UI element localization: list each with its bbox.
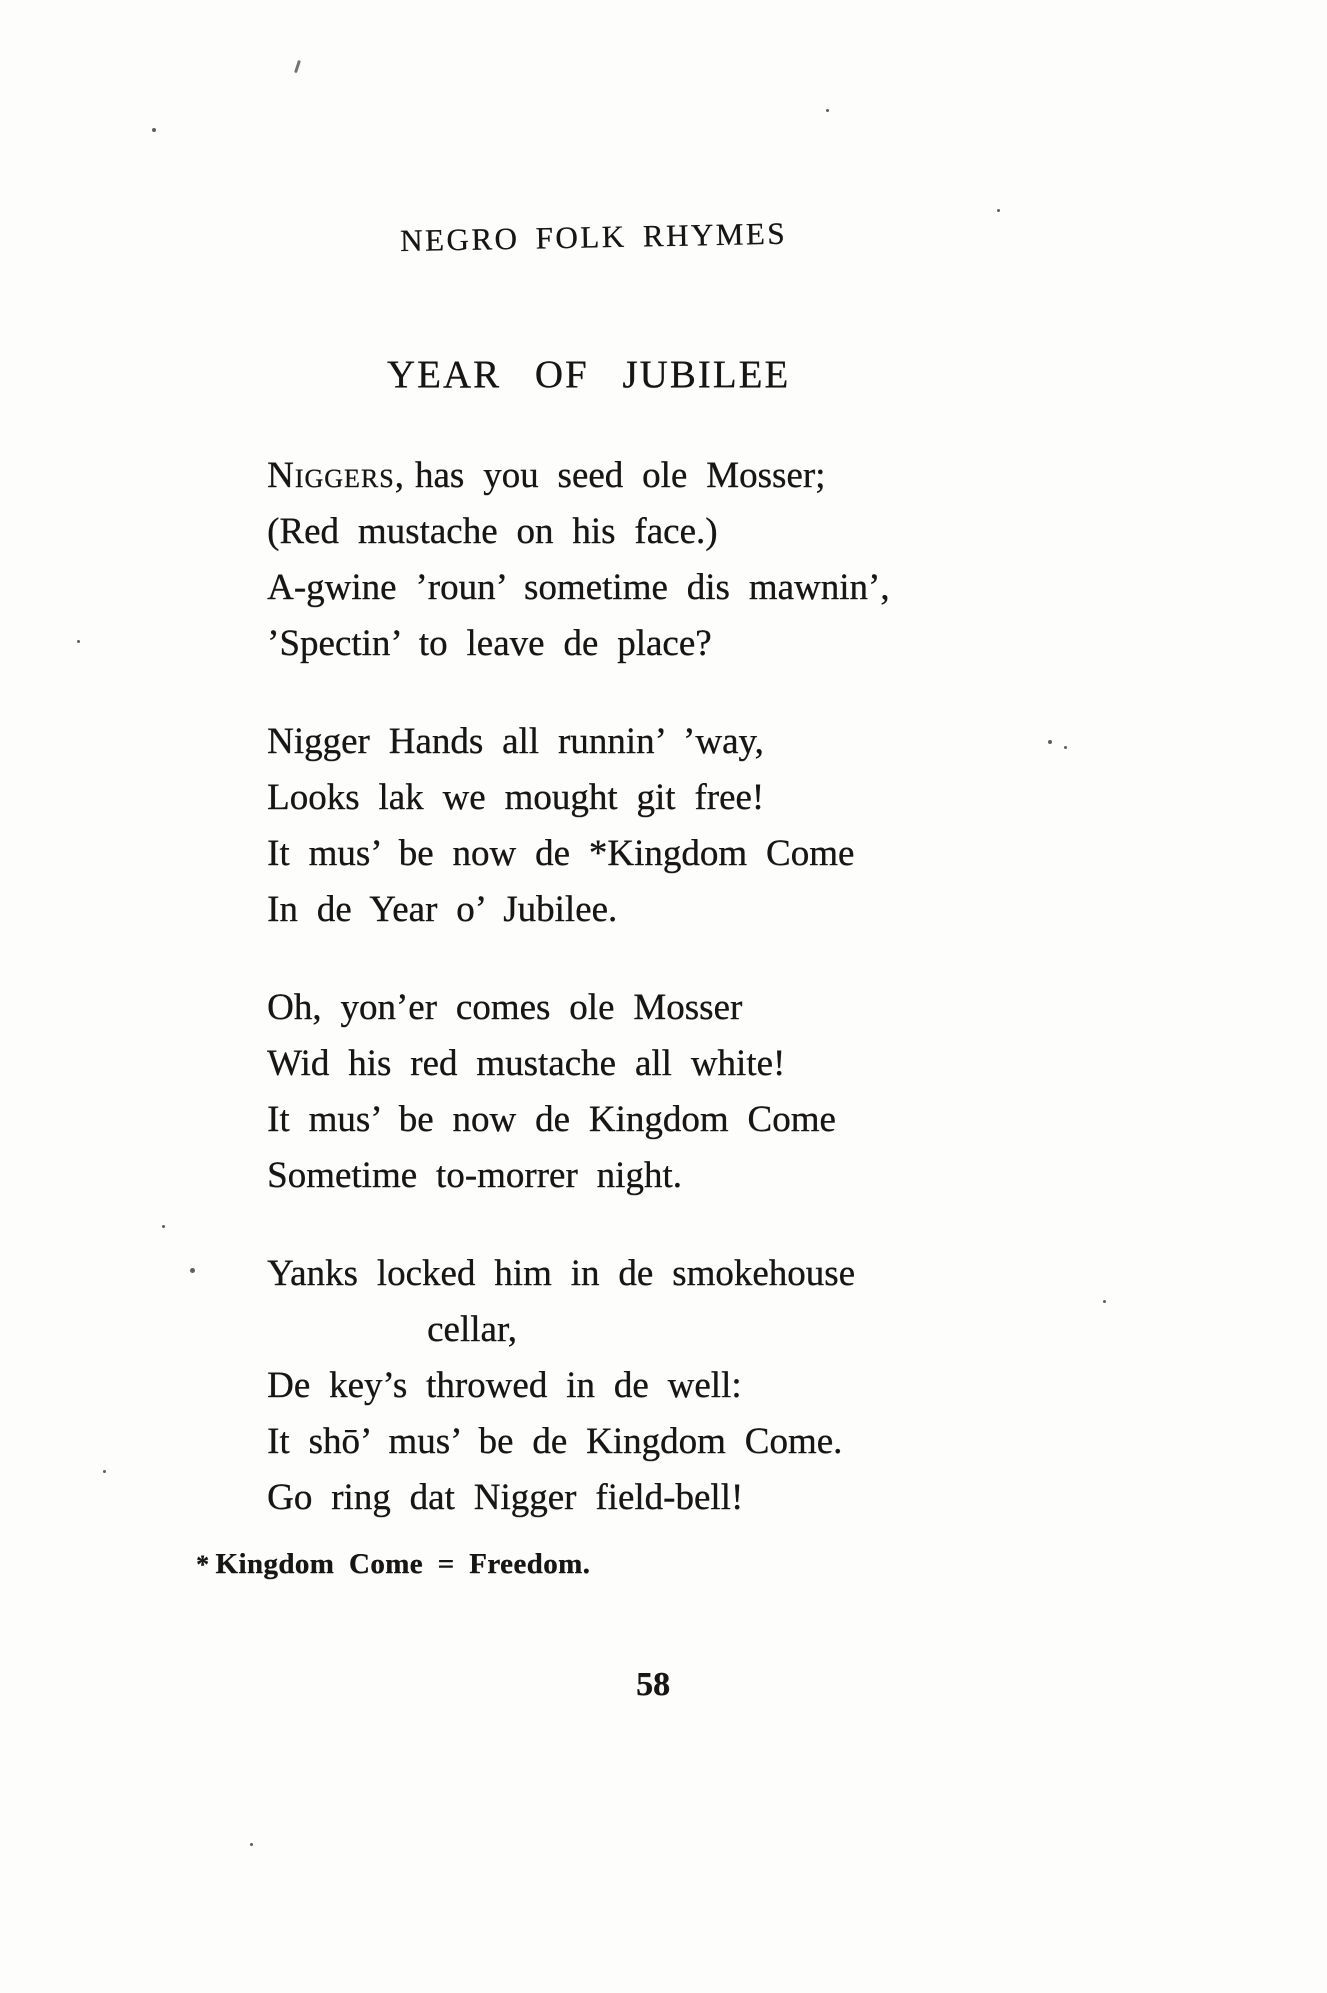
poem-line: (Red mustache on his face.)	[267, 511, 718, 552]
scan-speck	[152, 128, 156, 132]
poem-line-text: has you seed ole Mosser;	[414, 455, 826, 496]
stanza-2	[267, 714, 1127, 938]
poem-line	[267, 448, 1127, 504]
scan-speck	[162, 1225, 165, 1228]
poem-line: Go ring dat Nigger field-bell!	[267, 1477, 744, 1518]
page-number: 58	[636, 1666, 670, 1703]
poem-line: Wid his red mustache all white!	[267, 1043, 786, 1084]
poem-line-lead-word: Niggers,	[267, 455, 405, 496]
poem-line: Looks lak we mought git free!	[267, 777, 765, 818]
scan-speck	[1103, 1300, 1106, 1303]
poem-line: ’Spectin’ to leave de place?	[267, 623, 712, 664]
poem-line: Nigger Hands all runnin’ ’way,	[267, 721, 764, 762]
poem-line: De key’s throwed in de well:	[267, 1365, 742, 1406]
scan-speck	[1064, 746, 1067, 749]
scan-speck	[250, 1843, 253, 1846]
poem-line: It mus’ be now de *Kingdom Come	[267, 833, 855, 874]
stanza-4	[267, 1246, 1127, 1526]
footnote-text: Kingdom Come = Freedom.	[215, 1548, 591, 1580]
stanza-3	[267, 980, 1127, 1204]
poem-line-wrapped: cellar,	[427, 1309, 517, 1350]
poem-line: It shō’ mus’ be de Kingdom Come.	[267, 1421, 843, 1462]
stanza-1	[267, 448, 1127, 672]
poem-title: YEAR OF JUBILEE	[386, 353, 791, 396]
footnote	[196, 1548, 590, 1581]
poem-line: Yanks locked him in de smokehouse	[267, 1253, 855, 1294]
scan-speck	[997, 209, 1000, 212]
poem-line: A-gwine ’roun’ sometime dis mawnin’,	[267, 567, 890, 608]
scan-speck	[826, 109, 829, 112]
poem-line: Sometime to-morrer night.	[267, 1155, 682, 1196]
poem-line: In de Year o’ Jubilee.	[267, 889, 618, 930]
scan-artifact	[294, 60, 300, 73]
scan-speck	[77, 640, 80, 643]
scan-speck	[103, 1470, 106, 1473]
scan-speck	[1048, 740, 1052, 744]
scan-speck	[190, 1268, 195, 1273]
poem-line: It mus’ be now de Kingdom Come	[267, 1099, 836, 1140]
footnote-asterisk: *	[196, 1550, 210, 1579]
running-header: NEGRO FOLK RHYMES	[399, 215, 788, 259]
poem-line: Oh, yon’er comes ole Mosser	[267, 987, 743, 1028]
